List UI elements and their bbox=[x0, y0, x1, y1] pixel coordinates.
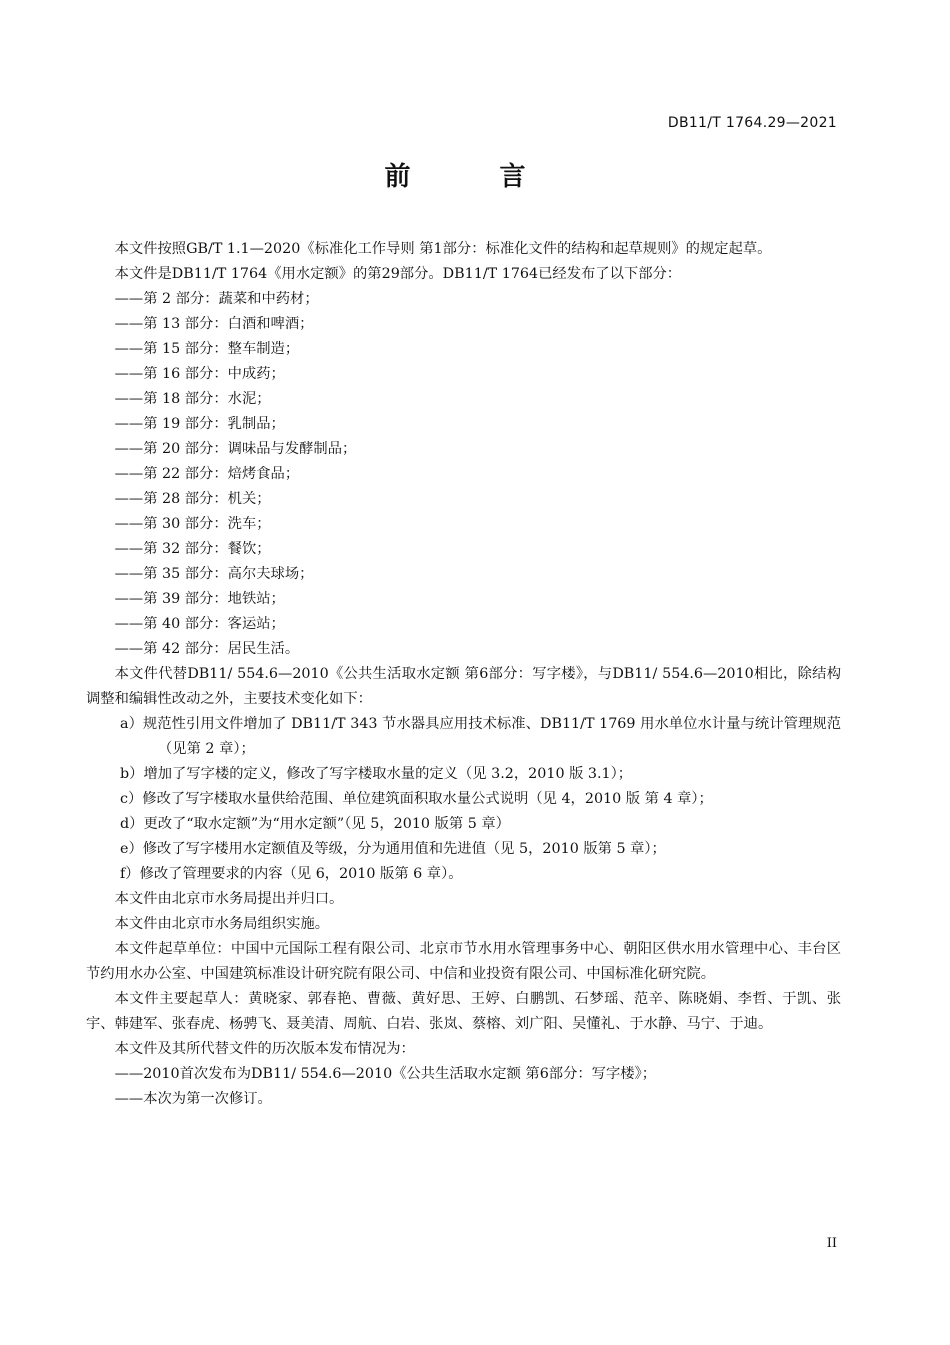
list-item: ——第 40 部分：客运站； bbox=[114, 616, 285, 632]
drafting-units-paragraph: 本文件起草单位：中国中元国际工程有限公司、北京市节水用水管理事务中心、朝阳区供水用水管理中心、丰台区节约用水办公室、中国建筑标准设计研究院有限公司、中信和业投资有限公司、中国标准化研究院。 bbox=[86, 941, 841, 982]
list-item: ——第 42 部分：居民生活。 bbox=[114, 641, 300, 657]
page-title: 前 言 bbox=[384, 162, 566, 192]
document-code: DB11/T 1764.29—2021 bbox=[667, 115, 837, 131]
list-item: ——2010首次发布为DB11/ 554.6—2010《公共生活取水定额 第6部分：写字楼》； bbox=[114, 1066, 657, 1082]
list-item: a）规范性引用文件增加了 DB11/T 343 节水器具应用技术标准、DB11/T 1769 用水单位水计量与统计管理规范（见第 2 章）； bbox=[120, 716, 841, 757]
page-number: II bbox=[826, 1236, 837, 1251]
history-intro-paragraph: 本文件及其所代替文件的历次版本发布情况为： bbox=[114, 1041, 415, 1057]
list-item: ——第 30 部分：洗车； bbox=[114, 516, 271, 532]
list-item: c）修改了写字楼取水量供给范围、单位建筑面积取水量公式说明（见 4，2010 版 第 4 章）； bbox=[120, 791, 713, 807]
list-item: f）修改了管理要求的内容（见 6，2010 版第 6 章）。 bbox=[120, 866, 463, 882]
drafting-rule-paragraph: 本文件按照GB/T 1.1—2020《标准化工作导则 第1部分：标准化文件的结构和起草规则》的规定起草。 bbox=[114, 241, 772, 257]
list-item: ——第 32 部分：餐饮； bbox=[114, 541, 271, 557]
list-item: ——第 15 部分：整车制造； bbox=[114, 341, 300, 357]
technical-changes-list bbox=[86, 712, 841, 887]
list-item: ——第 22 部分：焙烤食品； bbox=[114, 466, 300, 482]
list-item: ——第 39 部分：地铁站； bbox=[114, 591, 285, 607]
list-item: d）更改了“取水定额”为“用水定额”（见 5，2010 版第 5 章） bbox=[120, 816, 510, 832]
version-history-list bbox=[86, 1062, 841, 1112]
published-parts-list bbox=[86, 287, 841, 662]
part-intro-paragraph: 本文件是DB11/T 1764《用水定额》的第29部分。DB11/T 1764已经发布了以下部分： bbox=[114, 266, 682, 282]
list-item: ——第 20 部分：调味品与发酵制品； bbox=[114, 441, 357, 457]
list-item: ——第 19 部分：乳制品； bbox=[114, 416, 285, 432]
list-item: ——第 16 部分：中成药； bbox=[114, 366, 285, 382]
list-item: b）增加了写字楼的定义，修改了写字楼取水量的定义（见 3.2，2010 版 3.1）； bbox=[120, 766, 633, 782]
list-item: ——第 13 部分：白酒和啤酒； bbox=[114, 316, 314, 332]
list-item: ——第 28 部分：机关； bbox=[114, 491, 271, 507]
list-item: ——第 18 部分：水泥； bbox=[114, 391, 271, 407]
proposer-paragraph: 本文件由北京市水务局提出并归口。 bbox=[114, 891, 344, 907]
list-item: ——本次为第一次修订。 bbox=[114, 1091, 272, 1107]
list-item: e）修改了写字楼用水定额值及等级，分为通用值和先进值（见 5，2010 版第 5 章）； bbox=[120, 841, 666, 857]
document-body bbox=[86, 237, 841, 1112]
drafters-paragraph: 本文件主要起草人：黄晓家、郭春艳、曹薇、黄好思、王婷、白鹏凯、石梦瑶、范辛、陈晓娟、李哲、于凯、张宇、韩建军、张春虎、杨骋飞、聂美清、周航、白岩、张岚、蔡榕、刘广阳、吴懂礼、于水静、马宁、于迪。 bbox=[86, 991, 841, 1032]
list-item: ——第 35 部分：高尔夫球场； bbox=[114, 566, 314, 582]
implementer-paragraph: 本文件由北京市水务局组织实施。 bbox=[114, 916, 330, 932]
replacement-paragraph: 本文件代替DB11/ 554.6—2010《公共生活取水定额 第6部分：写字楼》，与DB11/ 554.6—2010相比，除结构调整和编辑性改动之外，主要技术变化如下： bbox=[86, 666, 841, 707]
list-item: ——第 2 部分：蔬菜和中药材； bbox=[114, 291, 319, 307]
